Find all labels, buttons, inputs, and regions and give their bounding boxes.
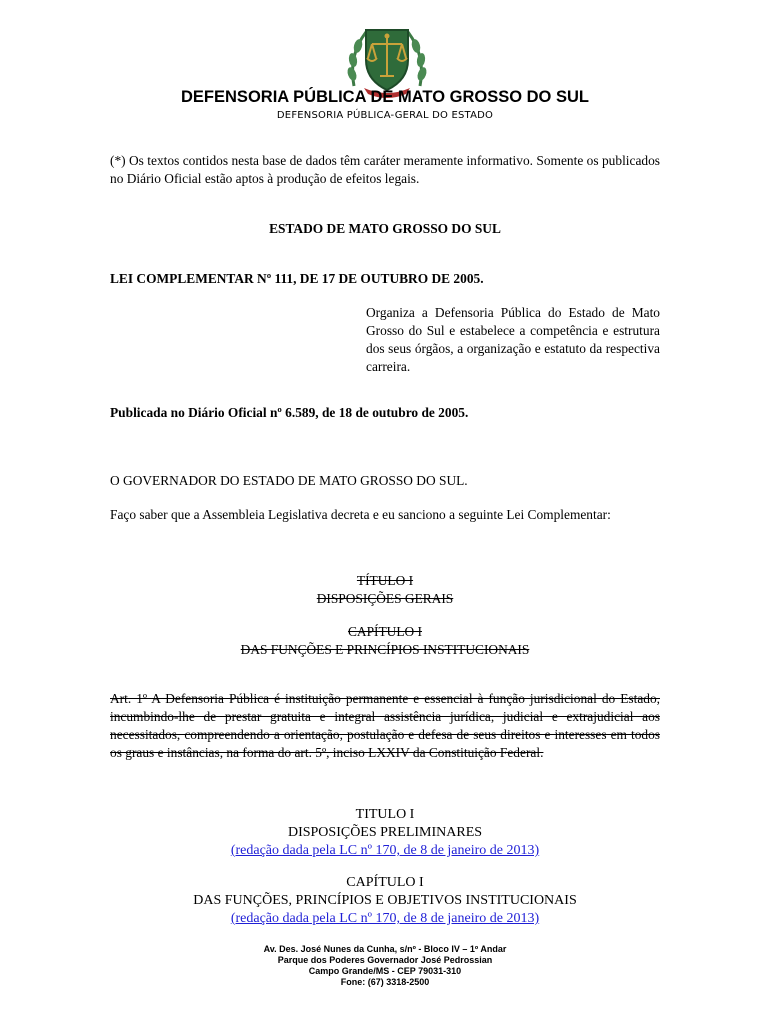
current-chapter-name: DAS FUNÇÕES, PRINCÍPIOS E OBJETIVOS INSTITUCIONAIS xyxy=(193,893,577,908)
footer-park: Parque dos Poderes Governador José Pedrossian xyxy=(277,955,493,965)
amendment-link-chapter[interactable]: (redação dada pela LC nº 170, de 8 de janeiro de 2013) xyxy=(230,911,540,926)
revoked-chapter-heading xyxy=(110,623,660,659)
current-title-name: DISPOSIÇÕES PRELIMINARES xyxy=(287,825,483,840)
institution-subtitle: DEFENSORIA PÚBLICA-GERAL DO ESTADO xyxy=(276,110,494,121)
institution-title: DEFENSORIA PÚBLICA DE MATO GROSSO DO SUL xyxy=(181,88,589,106)
revoked-chapter-number: CAPÍTULO I xyxy=(347,624,422,639)
current-title-number: TITULO I xyxy=(355,807,415,822)
footer-address: Av. Des. José Nunes da Cunha, s/nº - Bloco IV – 1º Andar xyxy=(263,944,507,954)
publication-note: Publicada no Diário Oficial nº 6.589, de 18 de outubro de 2005. xyxy=(110,405,469,420)
revoked-title-heading xyxy=(110,572,660,608)
revoked-chapter-name: DAS FUNÇÕES E PRINCÍPIOS INSTITUCIONAIS xyxy=(240,642,530,657)
law-title: LEI COMPLEMENTAR Nº 111, DE 17 DE OUTUBRO DE 2005. xyxy=(110,271,484,286)
governor-line: O GOVERNADOR DO ESTADO DE MATO GROSSO DO SUL. xyxy=(110,473,468,488)
revoked-title-number: TÍTULO I xyxy=(356,573,414,588)
state-heading: ESTADO DE MATO GROSSO DO SUL xyxy=(269,221,501,236)
page-footer xyxy=(0,944,770,988)
footer-phone: Fone: (67) 3318-2500 xyxy=(340,977,430,987)
law-summary: Organiza a Defensoria Pública do Estado de Mato Grosso do Sul e estabelece a competência e estrutura dos seus órgãos, a organização e estatuto da respectiva carreira. xyxy=(366,305,660,374)
coat-of-arms-icon xyxy=(344,16,430,98)
current-title-heading xyxy=(110,806,660,860)
revoked-article-1: Art. 1º A Defensoria Pública é instituição permanente e essencial à função jurisdicional do Estado, incumbindo-lhe de prestar gratuita e integral assistência jurídica, judicial e extrajudicial aos necessitados, compreendendo a orientação, postulação e defesa de seus direitos e interesses em todos os graus e instâncias, na forma do art. 5º, inciso LXXIV da Constituição Federal. xyxy=(110,691,660,760)
disclaimer-notice: (*) Os textos contidos nesta base de dados têm caráter meramente informativo. Somente os publicados no Diário Oficial estão aptos à produção de efeitos legais. xyxy=(110,153,660,186)
current-chapter-number: CAPÍTULO I xyxy=(346,875,424,890)
current-chapter-heading xyxy=(110,874,660,928)
revoked-title-name: DISPOSIÇÕES GERAIS xyxy=(316,591,454,606)
amendment-link-title[interactable]: (redação dada pela LC nº 170, de 8 de janeiro de 2013) xyxy=(230,843,540,858)
footer-city: Campo Grande/MS - CEP 79031-310 xyxy=(308,966,462,976)
enactment-text: Faço saber que a Assembleia Legislativa decreta e eu sanciono a seguinte Lei Complementar: xyxy=(110,507,611,522)
